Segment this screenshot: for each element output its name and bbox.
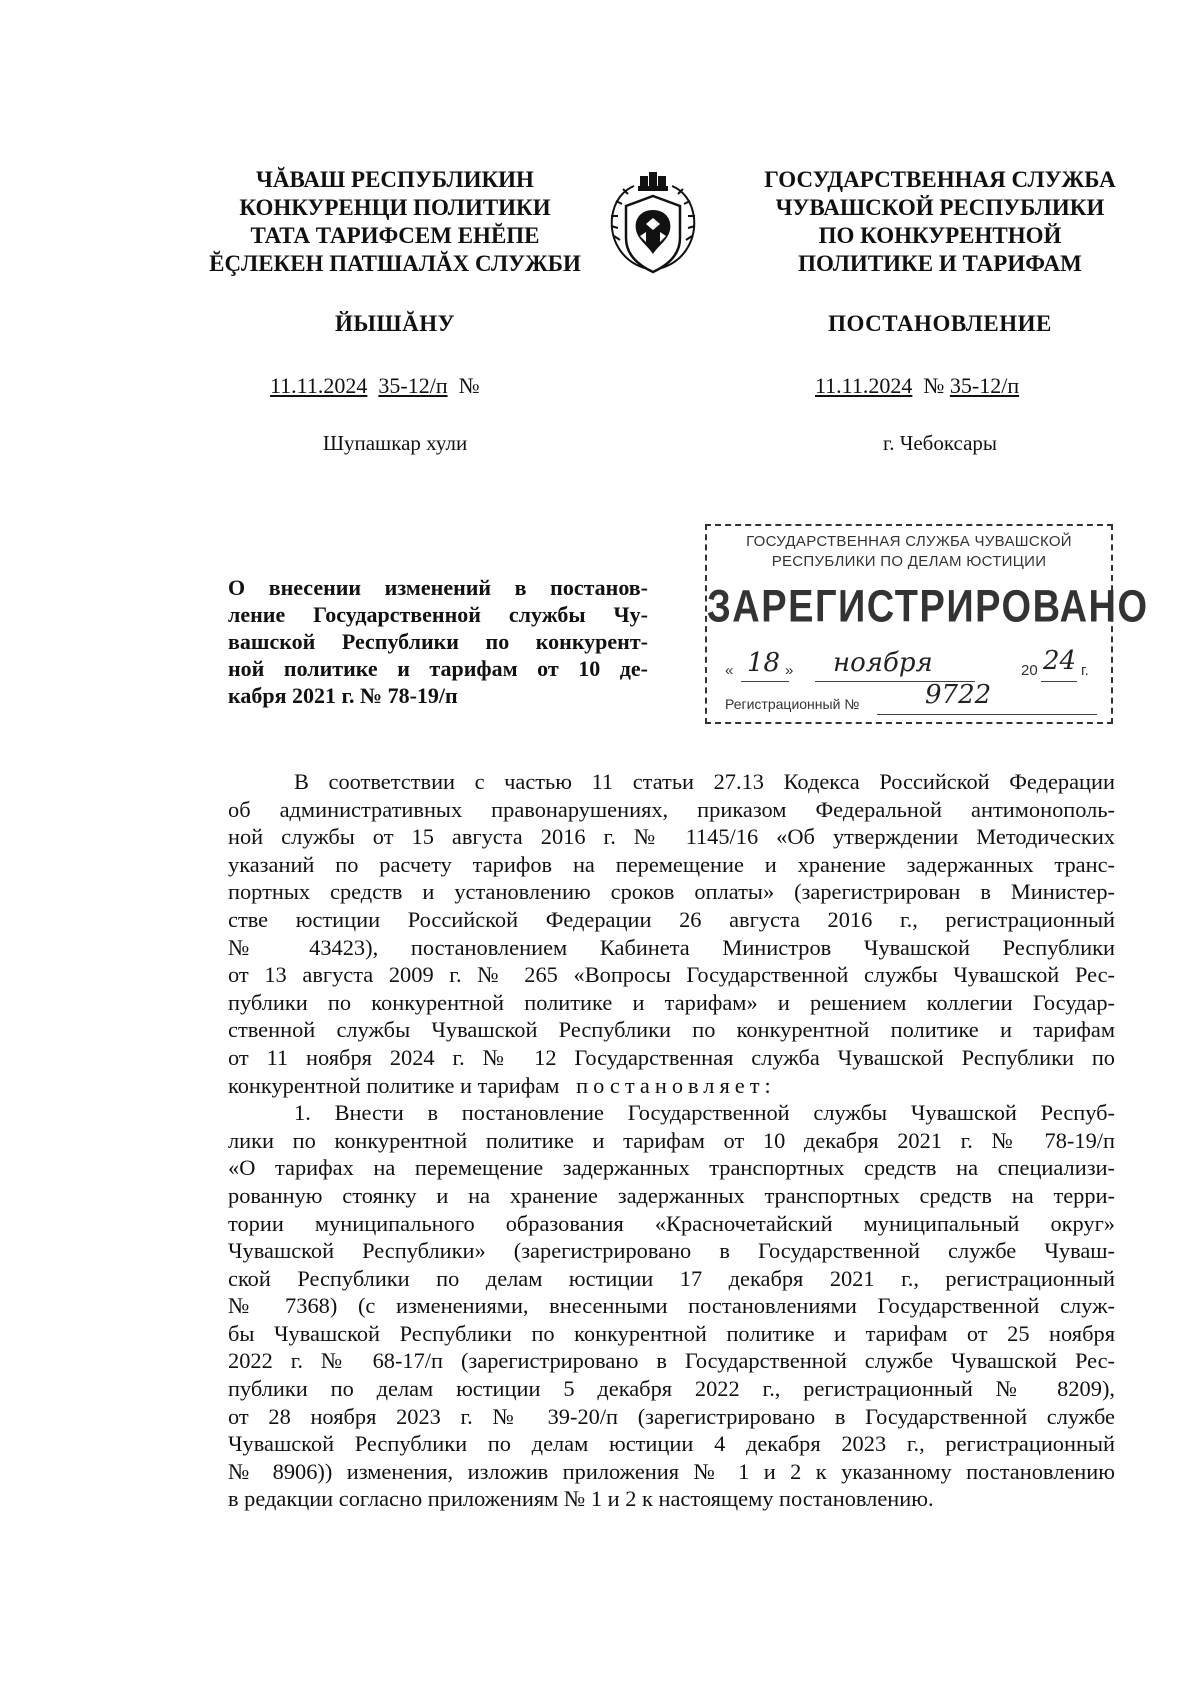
header-right	[730, 166, 1150, 278]
document-body	[228, 768, 1115, 1513]
body-line: «О тарифах на перемещение задержанных транспортных средств на специализи-	[228, 1155, 1115, 1181]
header-right-line: ЧУВАШСКОЙ РЕСПУБЛИКИ	[775, 195, 1105, 220]
body-line: 2022 г. № 68-17/п (зарегистрировано в Государственной службе Чувашской Рес-	[228, 1348, 1115, 1374]
body-line: № 7368) (с изменениями, внесенными постановлениями Государственной служ-	[228, 1293, 1115, 1319]
body-line: указаний по расчету тарифов на перемещение и хранение задержанных транс-	[228, 851, 1115, 877]
doc-type-left: ЙЫШĂНУ	[334, 311, 456, 336]
stamp-year-unit: г.	[1081, 662, 1089, 679]
header-left	[195, 166, 595, 278]
stamp-month: ноября	[833, 648, 933, 678]
date-left: 11.11.2024	[270, 373, 368, 398]
stamp-year-suffix: 24	[1043, 646, 1077, 676]
city-left: Шупашкар хули	[322, 431, 468, 455]
body-line: № 43423), постановлением Кабинета Министров Чувашской Республики	[228, 934, 1115, 960]
body-line: ской Республики по делам юстиции 17 декабря 2021 г., регистрационный	[228, 1265, 1115, 1291]
body-line: № 8906)) изменения, изложив приложения № 1 и 2 к указанному постановлению	[228, 1458, 1115, 1484]
stamp-reg-underline	[877, 714, 1097, 715]
body-line: ной службы от 15 августа 2016 г. № 1145/16 «Об утверждении Методических	[228, 824, 1115, 850]
number-sign-right: №	[923, 373, 945, 398]
number-sign-left: №	[458, 373, 480, 398]
stamp-quote-open: «	[725, 662, 734, 679]
stamp-day-underline	[741, 681, 789, 682]
stamp-registration-line	[725, 680, 1099, 712]
body-line: стве юстиции Российской Федерации 26 августа 2016 г., регистрационный	[228, 906, 1115, 932]
title-line: вашской Республики по конкурент-	[228, 629, 648, 654]
document-title	[228, 574, 648, 709]
stamp-year-prefix: 20	[1021, 662, 1038, 679]
city-right: г. Чебоксары	[882, 431, 998, 455]
body-line: рованную стоянку и на хранение задержанных транспортных средств на терри-	[228, 1182, 1115, 1208]
header-right-line: ГОСУДАРСТВЕННАЯ СЛУЖБА	[764, 167, 1116, 192]
number-left: 35-12/п	[378, 373, 448, 398]
stamp-year-underline	[1041, 681, 1077, 682]
title-line: ление Государственной службы Чу-	[228, 602, 648, 627]
registration-stamp	[705, 524, 1149, 724]
body-line: 1. Внести в постановление Государственной службы Чувашской Респуб-	[294, 1100, 1115, 1126]
doc-type-right: ПОСТАНОВЛЕНИЕ	[828, 311, 1052, 336]
body-line-text: конкурентной политике и тарифам	[228, 1072, 560, 1098]
body-line: В соответствии с частью 11 статьи 27.13 Кодекса Российской Федерации	[294, 769, 1115, 794]
date-right: 11.11.2024	[815, 373, 913, 398]
body-line: бы Чувашской Республики по конкурентной политике и тарифам от 25 ноября	[228, 1320, 1115, 1346]
body-line: от 13 августа 2009 г. № 265 «Вопросы Государственной службы Чувашской Рес-	[228, 962, 1115, 988]
date-number-left	[270, 373, 480, 399]
body-line: от 28 ноября 2023 г. № 39-20/п (зарегистрировано в Государственной службе	[228, 1403, 1115, 1429]
stamp-reg-number: 9722	[925, 680, 992, 710]
stamp-reg-label: Регистрационный №	[725, 696, 860, 712]
body-line: Чувашской Республики по делам юстиции 4 декабря 2023 г., регистрационный	[228, 1431, 1115, 1457]
stamp-quote-close: »	[785, 662, 794, 679]
body-line: тории муниципального образования «Красночетайский муниципальный округ»	[228, 1210, 1115, 1236]
body-line: Чувашской Республики» (зарегистрировано в Государственной службе Чуваш-	[228, 1238, 1115, 1264]
date-number-right	[815, 373, 1019, 399]
stamp-date-line	[725, 646, 1099, 684]
number-right: 35-12/п	[949, 373, 1020, 398]
header-left-line: ТАТА ТАРИФСЕМ ЕНĔПЕ	[250, 223, 540, 248]
resolution-verb: постановляет:	[576, 1072, 776, 1098]
stamp-day: 18	[747, 648, 781, 678]
body-line: в редакции согласно приложениям № 1 и 2 к настоящему постановлению.	[228, 1486, 934, 1512]
body-line: от 11 ноября 2024 г. № 12 Государственная служба Чувашской Республики по	[228, 1044, 1115, 1070]
header-left-line: КОНКУРЕНЦИ ПОЛИТИКИ	[239, 195, 551, 220]
header-right-line: ПО КОНКУРЕНТНОЙ	[818, 223, 1062, 248]
header-right-line: ПОЛИТИКЕ И ТАРИФАМ	[798, 251, 1082, 276]
stamp-agency	[707, 532, 1111, 572]
body-line: об административных правонарушениях, приказом Федеральной антимонополь-	[228, 796, 1115, 822]
coat-of-arms-emblem	[602, 170, 704, 282]
body-line: публики по конкурентной политике и тарифам» и решением коллегии Государ-	[228, 989, 1115, 1015]
stamp-registered: ЗАРЕГИСТРИРОВАНО	[707, 581, 1149, 633]
body-line: портных средств и установлению сроков оплаты» (зарегистрирован в Министер-	[228, 879, 1115, 905]
stamp-agency-line: РЕСПУБЛИКИ ПО ДЕЛАМ ЮСТИЦИИ	[771, 553, 1047, 570]
body-line-resolution	[228, 1072, 1115, 1100]
stamp-agency-line: ГОСУДАРСТВЕННАЯ СЛУЖБА ЧУВАШСКОЙ	[746, 533, 1072, 550]
body-line: лики по конкурентной политике и тарифам от 10 декабря 2021 г. № 78-19/п	[228, 1127, 1115, 1153]
title-line: ной политике и тарифам от 10 де-	[228, 656, 648, 681]
title-line: кабря 2021 г. № 78-19/п	[228, 683, 458, 708]
title-line: О внесении изменений в постанов-	[228, 575, 648, 600]
header-left-line: ĔÇЛЕКЕН ПАТШАЛĂХ СЛУЖБИ	[209, 251, 581, 276]
body-line: ственной службы Чувашской Республики по конкурентной политике и тарифам	[228, 1017, 1115, 1043]
body-line: публики по делам юстиции 5 декабря 2022 г., регистрационный № 8209),	[228, 1376, 1115, 1402]
header-left-line: ЧĂВАШ РЕСПУБЛИКИН	[256, 167, 534, 192]
